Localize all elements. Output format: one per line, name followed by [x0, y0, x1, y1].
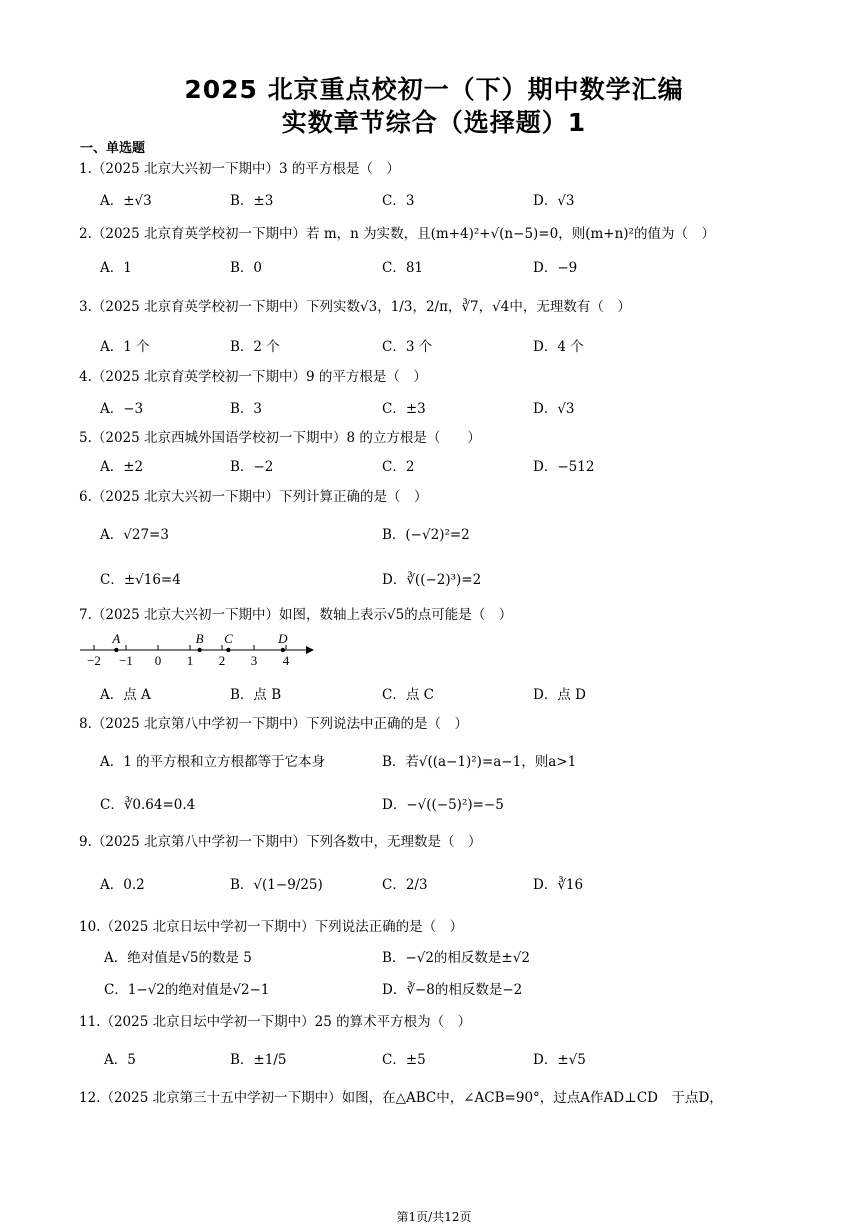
- number-line-point-label: D: [278, 631, 288, 646]
- number-line-tick-label: −2: [87, 653, 101, 668]
- question-stem: 1.（2025 北京大兴初一下期中）3 的平方根是（ ）: [79, 161, 400, 177]
- question-stem: 9.（2025 北京第八中学初一下期中）下列各数中，无理数是（ ）: [79, 834, 482, 850]
- option-b: B．(−√2)²=2: [382, 527, 470, 543]
- option-c: C．±5: [382, 1052, 426, 1068]
- number-line-tick-label: −1: [119, 653, 133, 668]
- number-line-tick-label: 4: [282, 653, 290, 668]
- option-a: A．√27=3: [100, 527, 169, 543]
- option-a: A．−3: [100, 401, 144, 417]
- section-label: 一、单选题: [80, 141, 146, 156]
- option-d: D．∛−8的相反数是−2: [382, 982, 523, 998]
- option-c: C．2/3: [382, 877, 428, 893]
- question-stem: 11.（2025 北京日坛中学初一下期中）25 的算术平方根为（ ）: [79, 1014, 472, 1030]
- option-c: C．±√16=4: [100, 572, 181, 588]
- option-b: B．±1/5: [230, 1052, 287, 1068]
- number-line-tick-label: 2: [218, 653, 226, 668]
- number-line-point: [281, 648, 285, 652]
- option-c: C．3 个: [382, 339, 433, 355]
- option-b: B．−√2的相反数是±√2: [382, 950, 530, 966]
- page-title-line2: 实数章节综合（选择题）1: [281, 108, 587, 137]
- option-d: D．±√5: [533, 1052, 586, 1068]
- option-b: B．−2: [230, 459, 274, 475]
- option-d: D．−512: [533, 459, 595, 475]
- option-c: C．81: [382, 260, 424, 276]
- option-a: A．5: [104, 1052, 136, 1068]
- number-line-tick-label: 0: [154, 653, 162, 668]
- number-line-tick-label: 3: [250, 653, 258, 668]
- question-stem: 5.（2025 北京西城外国语学校初一下期中）8 的立方根是（ ）: [79, 430, 481, 446]
- option-c: C．±3: [382, 401, 426, 417]
- page-footer: 第1页/共12页: [396, 1210, 472, 1224]
- question-stem: 3.（2025 北京育英学校初一下期中）下列实数√3，1/3，2/π，∛7，√4中，无理数有（ ）: [79, 299, 631, 315]
- option-a: A．点 A: [100, 687, 151, 703]
- number-line-arrow: [306, 646, 314, 654]
- question-stem: 10.（2025 北京日坛中学初一下期中）下列说法正确的是（ ）: [79, 919, 464, 935]
- option-d: D．√3: [533, 401, 575, 417]
- option-c: C．3: [382, 193, 415, 209]
- number-line-point-label: A: [112, 631, 121, 646]
- option-a: A．±2: [100, 459, 144, 475]
- option-a: A．1: [100, 260, 132, 276]
- option-c: C．1−√2的绝对值是√2−1: [104, 982, 270, 998]
- question-stem: 8.（2025 北京第八中学初一下期中）下列说法中正确的是（ ）: [79, 716, 469, 732]
- question-stem: 12.（2025 北京第三十五中学初一下期中）如图，在△ABC中，∠ACB=90°，过点A作AD⊥CD 于点D，: [79, 1090, 723, 1106]
- number-line-figure: [78, 630, 318, 670]
- option-d: D．√3: [533, 193, 575, 209]
- option-b: B．若√((a−1)²)=a−1，则a>1: [382, 754, 577, 770]
- option-a: A．±√3: [100, 193, 152, 209]
- option-d: D．∛((−2)³)=2: [382, 572, 482, 588]
- option-d: D．4 个: [533, 339, 584, 355]
- number-line-point: [226, 648, 230, 652]
- question-stem: 6.（2025 北京大兴初一下期中）下列计算正确的是（ ）: [79, 489, 428, 505]
- option-b: B．点 B: [230, 687, 282, 703]
- option-b: B．2 个: [230, 339, 280, 355]
- option-a: A．0.2̇: [100, 877, 145, 893]
- option-d: D．−9: [533, 260, 578, 276]
- option-b: B．±3: [230, 193, 274, 209]
- option-a: A．绝对值是√5的数是 5: [104, 950, 252, 966]
- option-c: C．2: [382, 459, 415, 475]
- question-stem: 2.（2025 北京育英学校初一下期中）若 m，n 为实数，且(m+4)²+√(n−5)=0，则(m+n)²的值为（ ）: [79, 226, 715, 242]
- option-d: D．点 D: [533, 687, 586, 703]
- number-line-point: [197, 648, 201, 652]
- option-d: D．∛16: [533, 877, 584, 893]
- option-a: A．1 的平方根和立方根都等于它本身: [100, 754, 326, 770]
- question-stem: 7.（2025 北京大兴初一下期中）如图，数轴上表示√5的点可能是（ ）: [79, 607, 513, 623]
- number-line-point: [114, 648, 118, 652]
- number-line-point-label: C: [224, 631, 233, 646]
- page-title-line1: 2025 北京重点校初一（下）期中数学汇编: [184, 75, 684, 104]
- option-b: B．√(1−9/25): [230, 877, 323, 893]
- option-a: A．1 个: [100, 339, 150, 355]
- option-c: C．∛0.64=0.4: [100, 797, 196, 813]
- option-b: B．3: [230, 401, 263, 417]
- option-d: D．−√((−5)²)=−5: [382, 797, 504, 813]
- option-b: B．0: [230, 260, 263, 276]
- option-c: C．点 C: [382, 687, 434, 703]
- number-line-tick-label: 1: [186, 653, 194, 668]
- question-stem: 4.（2025 北京育英学校初一下期中）9 的平方根是（ ）: [79, 369, 427, 385]
- number-line-point-label: B: [195, 631, 204, 646]
